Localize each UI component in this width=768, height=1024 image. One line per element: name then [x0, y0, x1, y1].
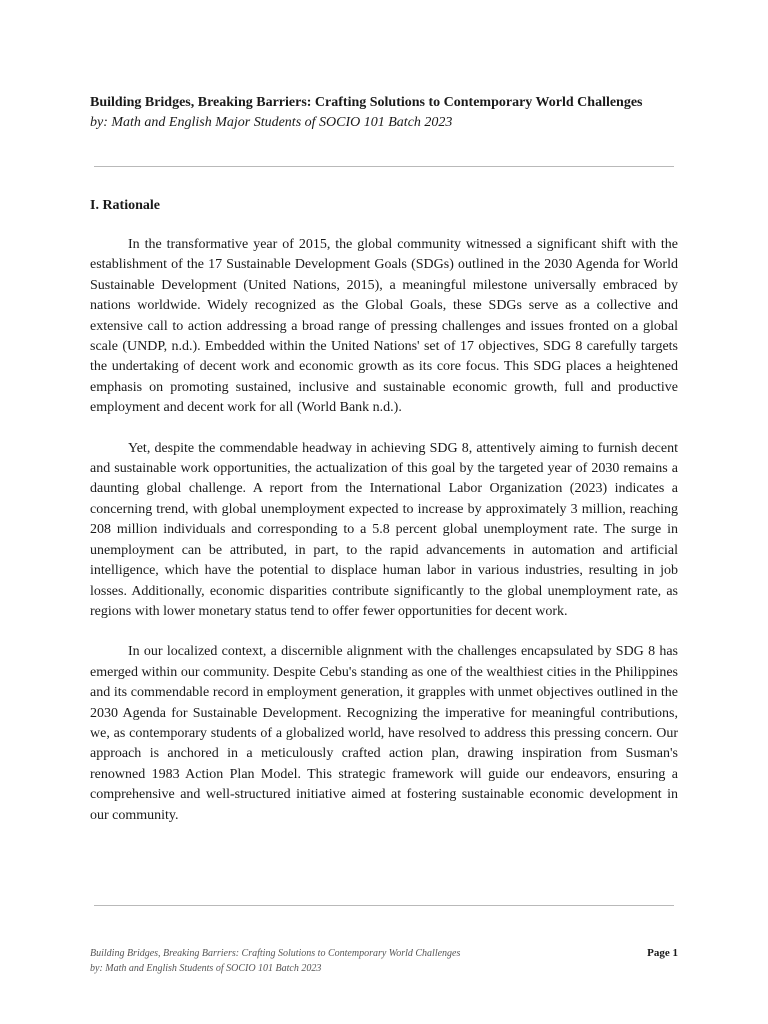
- footer-divider: [94, 905, 674, 906]
- document-body: [90, 196, 678, 846]
- page-footer: [90, 946, 678, 976]
- page-number: Page 1: [647, 947, 678, 959]
- footer-title: Building Bridges, Breaking Barriers: Crafting Solutions to Contemporary World Challenges: [90, 948, 461, 959]
- paragraph-1: In the transformative year of 2015, the global community witnessed a significant shift with the establishment of the 17 Sustainable Development Goals (SDGs) outlined in the 2030 Agenda for World Sustainable Development (United Nations, 2015), a meaningful milestone universally embraced by nations worldwide. Widely recognized as the Global Goals, these SDGs serve as a collective and extensive call to action addressing a broad range of pressing challenges and issues fronted on a global scale (UNDP, n.d.). Embedded within the United Nations' set of 17 objectives, SDG 8 carefully targets the undertaking of decent work and economic growth as its core focus. This SDG places a heightened emphasis on promoting sustained, inclusive and sustainable economic growth, full and productive employment and decent work for all (World Bank n.d.).: [90, 237, 678, 416]
- document-byline: by: Math and English Major Students of SOCIO 101 Batch 2023: [90, 115, 453, 130]
- paragraph-3: In our localized context, a discernible alignment with the challenges encapsulated by SDG 8 has emerged within our community. Despite Cebu's standing as one of the wealthiest cities in the Philippines and its commendable record in employment generation, it grapples with unmet objectives outlined in the 2030 Agenda for Sustainable Development. Recognizing the imperative for meaningful contributions, we, as contemporary students of a globalized world, have resolved to address this pressing concern. Our approach is anchored in a meticulously crafted action plan, drawing inspiration from Susman's renowned 1983 Action Plan Model. This strategic framework will guide our endeavors, ensuring a comprehensive and well-structured initiative aimed at fostering sustainable economic development in our community.: [90, 644, 678, 823]
- header-divider: [94, 166, 674, 167]
- document-title: Building Bridges, Breaking Barriers: Crafting Solutions to Contemporary World Challenges: [90, 95, 643, 110]
- paragraph-2: Yet, despite the commendable headway in achieving SDG 8, attentively aiming to furnish decent and sustainable work opportunities, the actualization of this goal by the targeted year of 2030 remains a daunting global challenge. A report from the International Labor Organization (2023) indicates a concerning trend, with global unemployment expected to increase by approximately 3 million, reaching 208 million individuals and corresponding to a 5.8 percent global unemployment rate. The surge in unemployment can be attributed, in part, to the rapid advancements in automation and artificial intelligence, which have the potential to displace human labor in various industries, resulting in job losses. Additionally, economic disparities contribute significantly to the global unemployment rate, as regions with lower monetary status tend to offer fewer opportunities for decent work.: [90, 440, 678, 619]
- footer-byline: by: Math and English Students of SOCIO 101 Batch 2023: [90, 963, 322, 974]
- section-heading: I. Rationale: [90, 198, 160, 213]
- document-header: [90, 93, 680, 133]
